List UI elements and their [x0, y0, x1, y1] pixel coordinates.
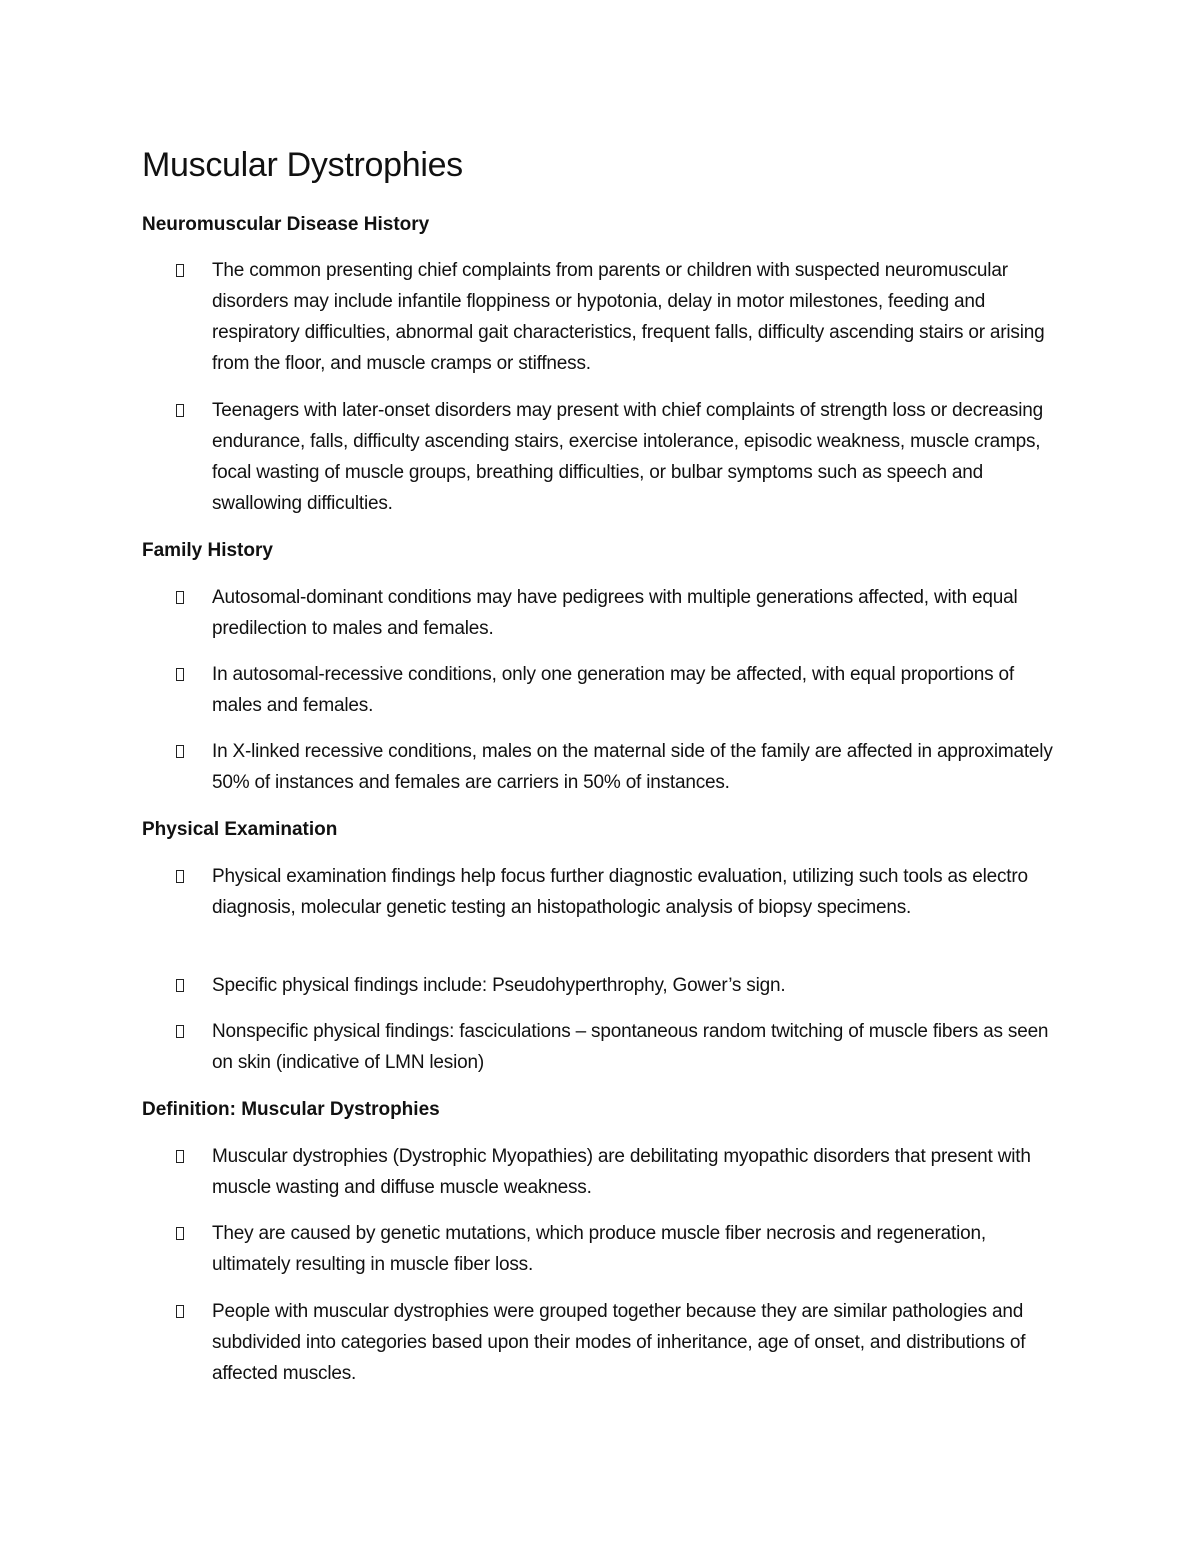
bullet-text: Teenagers with later-onset disorders may present with chief complaints of strength loss or decreasing endurance, falls, difficulty ascending stairs, exercise intolerance, episodic weakness, muscle cramps, focal wasting of muscle groups, breathing difficulties, or bulbar symptoms such as speech and swallowing difficulties. — [212, 400, 1043, 514]
list-item — [176, 659, 1062, 721]
section-heading-family-history: Family History — [142, 540, 273, 561]
bullet-text: Autosomal-dominant conditions may have pedigrees with multiple generations affected, with equal predilection to males and females. — [212, 587, 1018, 639]
list-item — [176, 395, 1062, 519]
bullet-text: They are caused by genetic mutations, which produce muscle fiber necrosis and regeneration, ultimately resulting in muscle fiber loss. — [212, 1223, 986, 1275]
list-item — [176, 255, 1062, 379]
bullet-text: People with muscular dystrophies were grouped together because they are similar pathologies and subdivided into categories based upon their modes of inheritance, age of onset, and distributions of affected muscles. — [212, 1301, 1026, 1384]
list-item — [176, 1296, 1062, 1389]
list-item — [176, 861, 1062, 923]
list-item — [176, 736, 1062, 798]
bullet-icon — [176, 745, 184, 758]
section-heading-neuromuscular-history: Neuromuscular Disease History — [142, 214, 430, 235]
list-item — [176, 1141, 1062, 1203]
bullet-text: Muscular dystrophies (Dystrophic Myopathies) are debilitating myopathic disorders that present with muscle wasting and diffuse muscle weakness. — [212, 1146, 1031, 1198]
bullet-icon — [176, 1025, 184, 1038]
bullet-icon — [176, 1150, 184, 1163]
section-heading-definition: Definition: Muscular Dystrophies — [142, 1099, 440, 1120]
list-item — [176, 582, 1062, 644]
bullet-icon — [176, 870, 184, 883]
bullet-icon — [176, 979, 184, 992]
bullet-text: Specific physical findings include: Pseudohyperthrophy, Gower’s sign. — [212, 975, 786, 996]
bullet-icon — [176, 264, 184, 277]
list-item — [176, 970, 1062, 1001]
list-item — [176, 1218, 1062, 1280]
bullet-text: The common presenting chief complaints from parents or children with suspected neuromuscular disorders may include infantile floppiness or hypotonia, delay in motor milestones, feeding and respiratory difficulties, abnormal gait characteristics, frequent falls, difficulty ascending stairs or arising from the floor, and muscle cramps or stiffness. — [212, 260, 1045, 374]
bullet-icon — [176, 1305, 184, 1318]
bullet-icon — [176, 1227, 184, 1240]
section-heading-physical-examination: Physical Examination — [142, 819, 338, 840]
bullet-text: Physical examination findings help focus further diagnostic evaluation, utilizing such tools as electro diagnosis, molecular genetic testing an histopathologic analysis of biopsy specimens. — [212, 866, 1028, 918]
list-item — [176, 1016, 1062, 1078]
bullet-icon — [176, 668, 184, 681]
document-title: Muscular Dystrophies — [142, 146, 463, 184]
bullet-text: Nonspecific physical findings: fasciculations – spontaneous random twitching of muscle fibers as seen on skin (indicative of LMN lesion) — [212, 1021, 1049, 1073]
bullet-text: In autosomal-recessive conditions, only one generation may be affected, with equal proportions of males and females. — [212, 664, 1014, 716]
bullet-text: In X-linked recessive conditions, males on the maternal side of the family are affected in approximately 50% of instances and females are carriers in 50% of instances. — [212, 741, 1053, 793]
bullet-icon — [176, 404, 184, 417]
bullet-icon — [176, 591, 184, 604]
